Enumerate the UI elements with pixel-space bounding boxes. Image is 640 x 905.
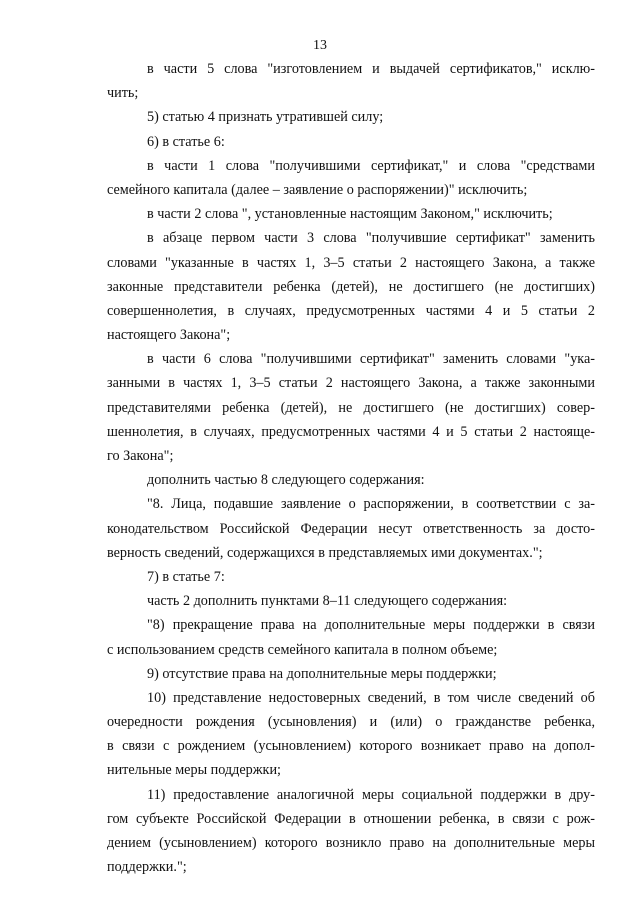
text-line: чить; bbox=[107, 85, 139, 102]
text-line: дением (усыновлением) которого возникло право на дополнительные меры bbox=[107, 835, 595, 851]
paragraph bbox=[107, 686, 595, 783]
text-line: в части 5 слова "изготовлением и выдачей сертификатов," исклю- bbox=[147, 61, 595, 77]
paragraph bbox=[107, 492, 595, 565]
text-line: 6) в статье 6: bbox=[147, 133, 225, 150]
text-line: "8. Лица, подавшие заявление о распоряжении, в соответствии с за- bbox=[147, 496, 595, 513]
paragraph bbox=[107, 347, 595, 468]
text-line: очередности рождения (усыновления) и (или) о гражданстве ребенка, bbox=[107, 714, 595, 731]
text-line: верность сведений, содержащихся в представляемых ими документах."; bbox=[107, 544, 543, 561]
text-line: дополнить частью 8 следующего содержания: bbox=[147, 472, 425, 489]
text-line: го Закона"; bbox=[107, 448, 174, 464]
text-line: в части 1 слова "получившими сертификат," и слова "средствами bbox=[147, 157, 595, 174]
paragraph bbox=[107, 662, 595, 686]
paragraph bbox=[107, 613, 595, 661]
text-line: словами "указанные в частях 1, 3–5 статьи 2 настоящего Закона, а также bbox=[107, 254, 595, 271]
text-line: совершеннолетия, в случаях, предусмотренных частями 4 и 5 статьи 2 bbox=[107, 302, 595, 319]
text-line: в связи с рождением (усыновлением) которого возникает право на допол- bbox=[107, 738, 595, 755]
text-line: 7) в статье 7: bbox=[147, 568, 225, 585]
text-line: законные представители ребенка (детей), не достигшего (не достигших) bbox=[107, 278, 595, 295]
paragraph bbox=[107, 468, 595, 492]
text-line: шеннолетия, в случаях, предусмотренных частями 4 и 5 статьи 2 настояще- bbox=[107, 423, 595, 440]
text-line: семейного капитала (далее – заявление о распоряжении)" исключить; bbox=[107, 181, 528, 198]
paragraph bbox=[107, 589, 595, 613]
text-line: в абзаце первом части 3 слова "получившие сертификат" заменить bbox=[147, 230, 595, 247]
text-line: 9) отсутствие права на дополнительные меры поддержки; bbox=[147, 665, 497, 682]
text-line: гом субъекте Российской Федерации в отношении ребенка, в связи с рож- bbox=[107, 810, 595, 827]
paragraph bbox=[107, 783, 595, 880]
paragraph bbox=[107, 105, 595, 129]
paragraph bbox=[107, 202, 595, 226]
page-number: 13 bbox=[313, 38, 327, 53]
text-line: 10) представление недостоверных сведений, в том числе сведений об bbox=[147, 689, 595, 706]
text-line: "8) прекращение права на дополнительные меры поддержки в связи bbox=[147, 617, 595, 634]
text-line: 11) предоставление аналогичной меры социальной поддержки в дру- bbox=[147, 786, 595, 803]
text-line: 5) статью 4 признать утратившей силу; bbox=[147, 109, 384, 126]
text-line: настоящего Закона"; bbox=[107, 327, 231, 344]
paragraph bbox=[107, 565, 595, 589]
paragraph bbox=[107, 226, 595, 347]
text-line: в части 6 слова "получившими сертификат" заменить словами "ука- bbox=[147, 351, 595, 368]
text-line: конодательством Российской Федерации несут ответственность за досто- bbox=[107, 520, 595, 537]
text-line: представителями ребенка (детей), не достигшего (не достигших) совер- bbox=[107, 399, 595, 416]
text-line: с использованием средств семейного капитала в полном объеме; bbox=[107, 641, 498, 658]
paragraph bbox=[107, 130, 595, 154]
text-line: поддержки."; bbox=[107, 859, 187, 876]
paragraph bbox=[107, 154, 595, 202]
text-line: в части 2 слова ", установленные настоящим Законом," исключить; bbox=[147, 206, 553, 223]
text-line: часть 2 дополнить пунктами 8–11 следующего содержания: bbox=[147, 593, 508, 610]
text-line: занными в частях 1, 3–5 статьи 2 настоящего Закона, а также законными bbox=[107, 375, 595, 392]
paragraph bbox=[107, 57, 595, 105]
document-body bbox=[107, 57, 595, 879]
text-line: нительные меры поддержки; bbox=[107, 762, 281, 779]
